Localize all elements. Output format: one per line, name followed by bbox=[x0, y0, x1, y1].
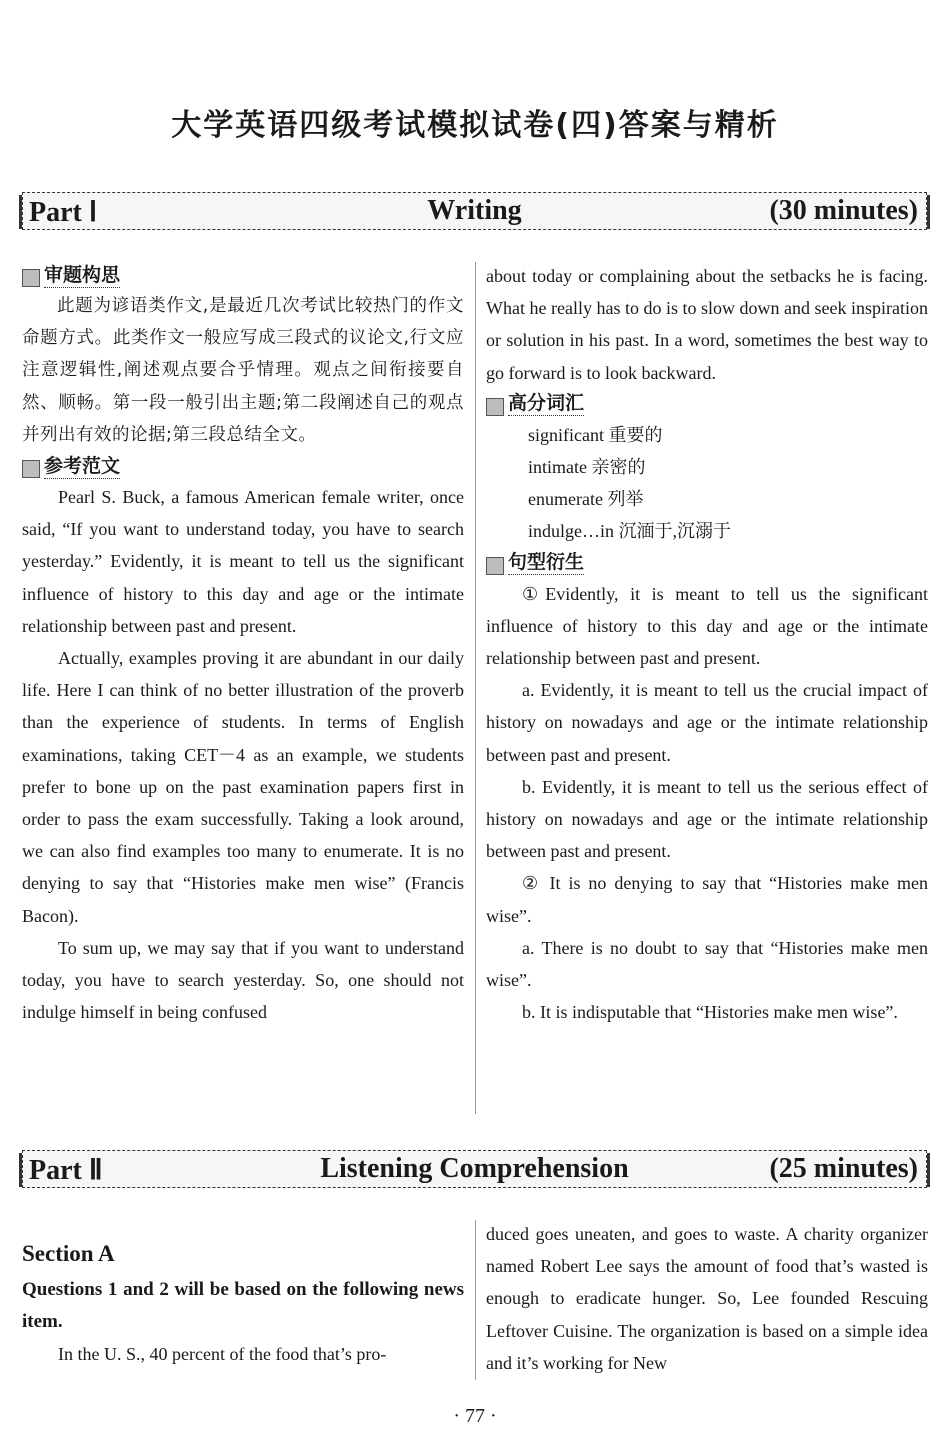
part-2-time: (25 minutes) bbox=[769, 1153, 918, 1184]
section-heading-sample: 参考范文 bbox=[22, 451, 464, 481]
pattern-2a: a. There is no doubt to say that “Histories make men wise”. bbox=[486, 937, 928, 991]
news-text-start: In the U. S., 40 percent of the food that’s pro- bbox=[58, 1344, 387, 1364]
pattern-2b: b. It is indisputable that “Histories make men wise”. bbox=[522, 1002, 898, 1023]
part-2-name: Listening Comprehension bbox=[320, 1153, 629, 1184]
sample-paragraph-1: Pearl S. Buck, a famous American female writer, once said, “If you want to understand today, you have to search yesterday.” Evidently, it is meant to tell us the significant influence of history to this day and age or the intimate relationship between past and present. bbox=[22, 487, 464, 636]
vocab-item: indulge…in 沉湎于,沉溺于 bbox=[528, 521, 731, 542]
page-title: 大学英语四级考试模拟试卷(四)答案与精析 bbox=[171, 108, 779, 143]
heading-square-icon bbox=[22, 460, 40, 478]
part-2-label: Part Ⅱ bbox=[29, 1155, 103, 1186]
section-heading-analysis: 审题构思 bbox=[22, 260, 464, 290]
part-1-right-column bbox=[486, 260, 928, 1028]
part-1-label: Part Ⅰ bbox=[29, 197, 98, 228]
part-2-header bbox=[22, 1150, 927, 1188]
section-a-heading: Section A bbox=[22, 1241, 115, 1266]
column-divider bbox=[475, 1220, 476, 1380]
part-1-left-column bbox=[22, 260, 464, 1028]
sample-paragraph-2: Actually, examples proving it are abundant in our daily life. Here I can think of no better illustration of the proverb than the experience of students. In terms of English examinations, taking CET－4 as an example, we students prefer to bone up on the past examination papers first in order to pass the exam successfully. Taking a look around, we can also find examples too many to enumerate. It is no denying to say that “Histories make men wise” (Francis Bacon). bbox=[22, 648, 464, 926]
analysis-text: 此题为谚语类作文,是最近几次考试比较热门的作文命题方式。此类作文一般应写成三段式的议论文,行文应注意逻辑性,阐述观点要合乎情理。观点之间衔接要自然、顺畅。第一段一般引出主题;第二段阐述自己的观点并列出有效的论据;第三段总结全文。 bbox=[22, 296, 464, 445]
sample-paragraph-3: To sum up, we may say that if you want to understand today, you have to search yesterday. So, one should not indulge himself in being confused bbox=[22, 937, 464, 1023]
part-1-name: Writing bbox=[427, 195, 522, 226]
part-1-time: (30 minutes) bbox=[769, 195, 918, 226]
page-number: · 77 · bbox=[453, 1405, 497, 1427]
heading-square-icon bbox=[486, 557, 504, 575]
vocab-item: significant 重要的 bbox=[528, 424, 663, 445]
column-divider bbox=[475, 262, 476, 1114]
heading-square-icon bbox=[486, 398, 504, 416]
pattern-1: ①Evidently, it is meant to tell us the significant influence of history to this day and age or the intimate relationship between past and present. bbox=[486, 583, 928, 669]
part-2-right-column bbox=[486, 1218, 928, 1379]
pattern-1b: b. Evidently, it is meant to tell us the serious effect of history on nowadays and age or the intimate relationship between past and present. bbox=[486, 776, 928, 862]
part-2-left-column bbox=[22, 1224, 464, 1370]
sample-paragraph-3-continued: about today or complaining about the setbacks he is facing. What he really has to do is to slow down and seek inspiration or solution in his past. In a word, sometimes the best way to go forward is to look backward. bbox=[486, 266, 928, 383]
pattern-2: ② It is no denying to say that “Histories make men wise”. bbox=[486, 873, 928, 926]
vocab-item: intimate 亲密的 bbox=[528, 457, 646, 478]
heading-square-icon bbox=[22, 269, 40, 287]
questions-heading: Questions 1 and 2 will be based on the following news item. bbox=[22, 1279, 464, 1332]
pattern-1a: a. Evidently, it is meant to tell us the crucial impact of history on nowadays and age or the intimate relationship between past and present. bbox=[486, 680, 928, 765]
news-text-continued: duced goes uneaten, and goes to waste. A charity organizer named Robert Lee says the amount of food that’s wasted is enough to eradicate hunger. So, Lee founded Rescuing Leftover Cuisine. The organization is based on a simple idea and it’s working for New bbox=[486, 1224, 928, 1373]
vocab-item: enumerate 列举 bbox=[528, 489, 644, 510]
section-heading-vocab: 高分词汇 bbox=[486, 389, 928, 419]
section-heading-patterns: 句型衍生 bbox=[486, 548, 928, 578]
part-1-header bbox=[22, 192, 927, 230]
